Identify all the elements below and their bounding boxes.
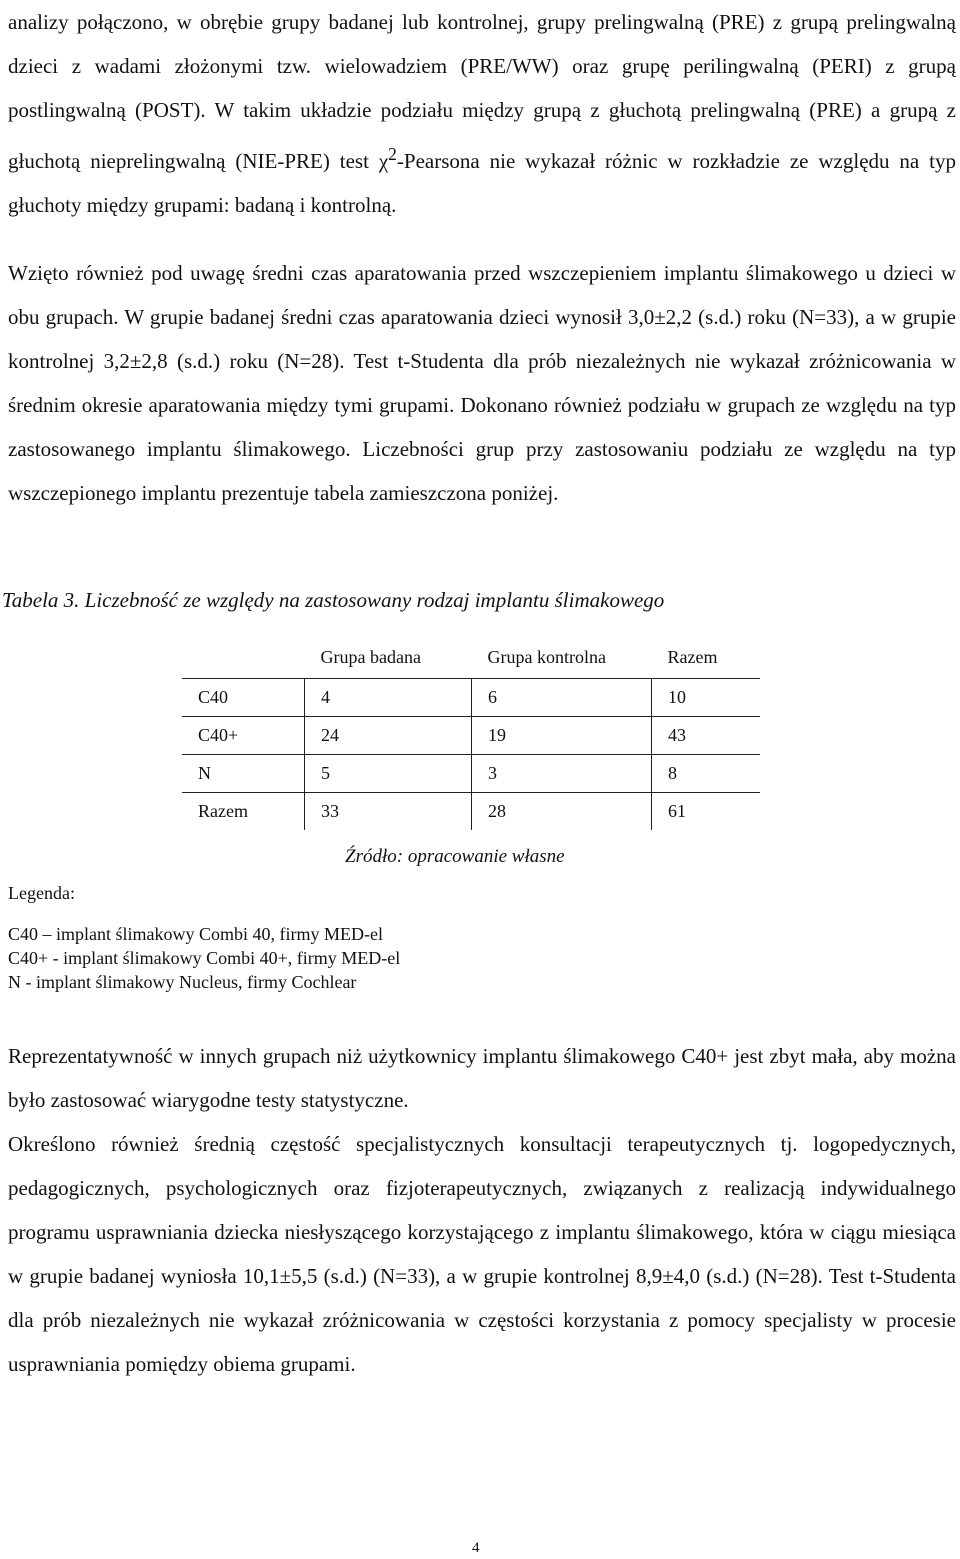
table-row-total bbox=[182, 793, 760, 831]
table-cell: C40 bbox=[182, 679, 305, 717]
table-row bbox=[182, 755, 760, 793]
table-header-row bbox=[182, 636, 760, 679]
legend-title: Legenda: bbox=[8, 883, 75, 903]
paragraph-hearing-aid-time: Wzięto również pod uwagę średni czas aparatowania przed wszczepieniem implantu ślimakowego u dzieci w obu grupach. W grupie badanej średni czas aparatowania dzieci wynosił 3,0±2,2 (s.d.) roku (N=33), a w grupie kontrolnej 3,2±2,8 (s.d.) roku (N=28). Test t-Studenta dla prób niezależnych nie wykazał zróżnicowania w średnim okresie aparatowania między tymi grupami. Dokonano również podziału w grupach ze względu na typ zastosowanego implantu ślimakowego. Liczebności grup przy zastosowaniu podziału ze względu na typ wszczepionego implantu prezentuje tabela zamieszczona poniżej. bbox=[8, 261, 956, 505]
legend-item: C40 – implant ślimakowy Combi 40, firmy MED-el bbox=[8, 924, 383, 944]
table-header-cell: Grupa kontrolna bbox=[472, 636, 652, 679]
table-cell: 10 bbox=[652, 679, 761, 717]
table-cell: 61 bbox=[652, 793, 761, 831]
page-number: 4 bbox=[472, 1540, 480, 1556]
table-cell: 33 bbox=[305, 793, 472, 831]
table-cell: 6 bbox=[472, 679, 652, 717]
paragraph-consultations: Określono również średnią częstość specjalistycznych konsultacji terapeutycznych tj. logopedycznych, pedagogicznych, psychologicznych oraz fizjoterapeutycznych, związanych z realizacją indywidualnego programu usprawniania dziecka niesłyszącego korzystającego z implantu ślimakowego, która w ciągu miesiąca w grupie badanej wyniosła 10,1±5,5 (s.d.) (N=33), a w grupie kontrolnej 8,9±4,0 (s.d.) (N=28). Test t-Studenta dla prób niezależnych nie wykazał zróżnicowania w częstości korzystania z pomocy specjalisty w procesie usprawniania pomiędzy obiema grupami. bbox=[8, 1132, 956, 1376]
table-row bbox=[182, 679, 760, 717]
table-header-cell: Grupa badana bbox=[305, 636, 472, 679]
paragraph-text: -Pearsona nie wykazał różnic w rozkładzie ze względu na typ głuchoty między grupami: badaną i kontrolną. bbox=[8, 149, 956, 217]
implant-type-table bbox=[182, 636, 760, 830]
table-cell: 28 bbox=[472, 793, 652, 831]
table-cell: 19 bbox=[472, 717, 652, 755]
legend-item: C40+ - implant ślimakowy Combi 40+, firmy MED-el bbox=[8, 948, 401, 968]
table-cell: C40+ bbox=[182, 717, 305, 755]
table-cell: 43 bbox=[652, 717, 761, 755]
table-cell: Razem bbox=[198, 801, 248, 821]
table-cell: 3 bbox=[472, 755, 652, 793]
superscript: 2 bbox=[388, 144, 397, 164]
table-cell: 8 bbox=[652, 755, 761, 793]
legend-list bbox=[8, 922, 400, 994]
table-cell: 24 bbox=[305, 717, 472, 755]
table-source: Źródło: opracowanie własne bbox=[345, 846, 565, 867]
paragraph-group-merging bbox=[8, 0, 956, 227]
table-row bbox=[182, 717, 760, 755]
paragraph-text: analizy połączono, w obrębie grupy badanej lub kontrolnej, grupy prelingwalną (PRE) z grupą prelingwalną dzieci z wadami złożonymi tzw. wielowadziem (PRE/WW) oraz grupę perilingwalną (PERI) z grupą postlingwalną (POST). W takim układzie podziału między grupą z głuchotą prelingwalną (PRE) a grupą z głuchotą nieprelingwalną (NIE-PRE) test χ bbox=[8, 10, 956, 173]
table-header-cell: Razem bbox=[652, 636, 761, 679]
paragraph-representativeness: Reprezentatywność w innych grupach niż użytkownicy implantu ślimakowego C40+ jest zbyt mała, aby można było zastosować wiarygodne testy statystyczne. bbox=[8, 1044, 956, 1112]
table-cell: N bbox=[182, 755, 305, 793]
table-cell: 5 bbox=[305, 755, 472, 793]
legend-item: N - implant ślimakowy Nucleus, firmy Cochlear bbox=[8, 972, 357, 992]
table-caption: Tabela 3. Liczebność ze względy na zastosowany rodzaj implantu ślimakowego bbox=[2, 588, 665, 612]
table-cell: 4 bbox=[305, 679, 472, 717]
table-header-cell bbox=[182, 636, 305, 679]
